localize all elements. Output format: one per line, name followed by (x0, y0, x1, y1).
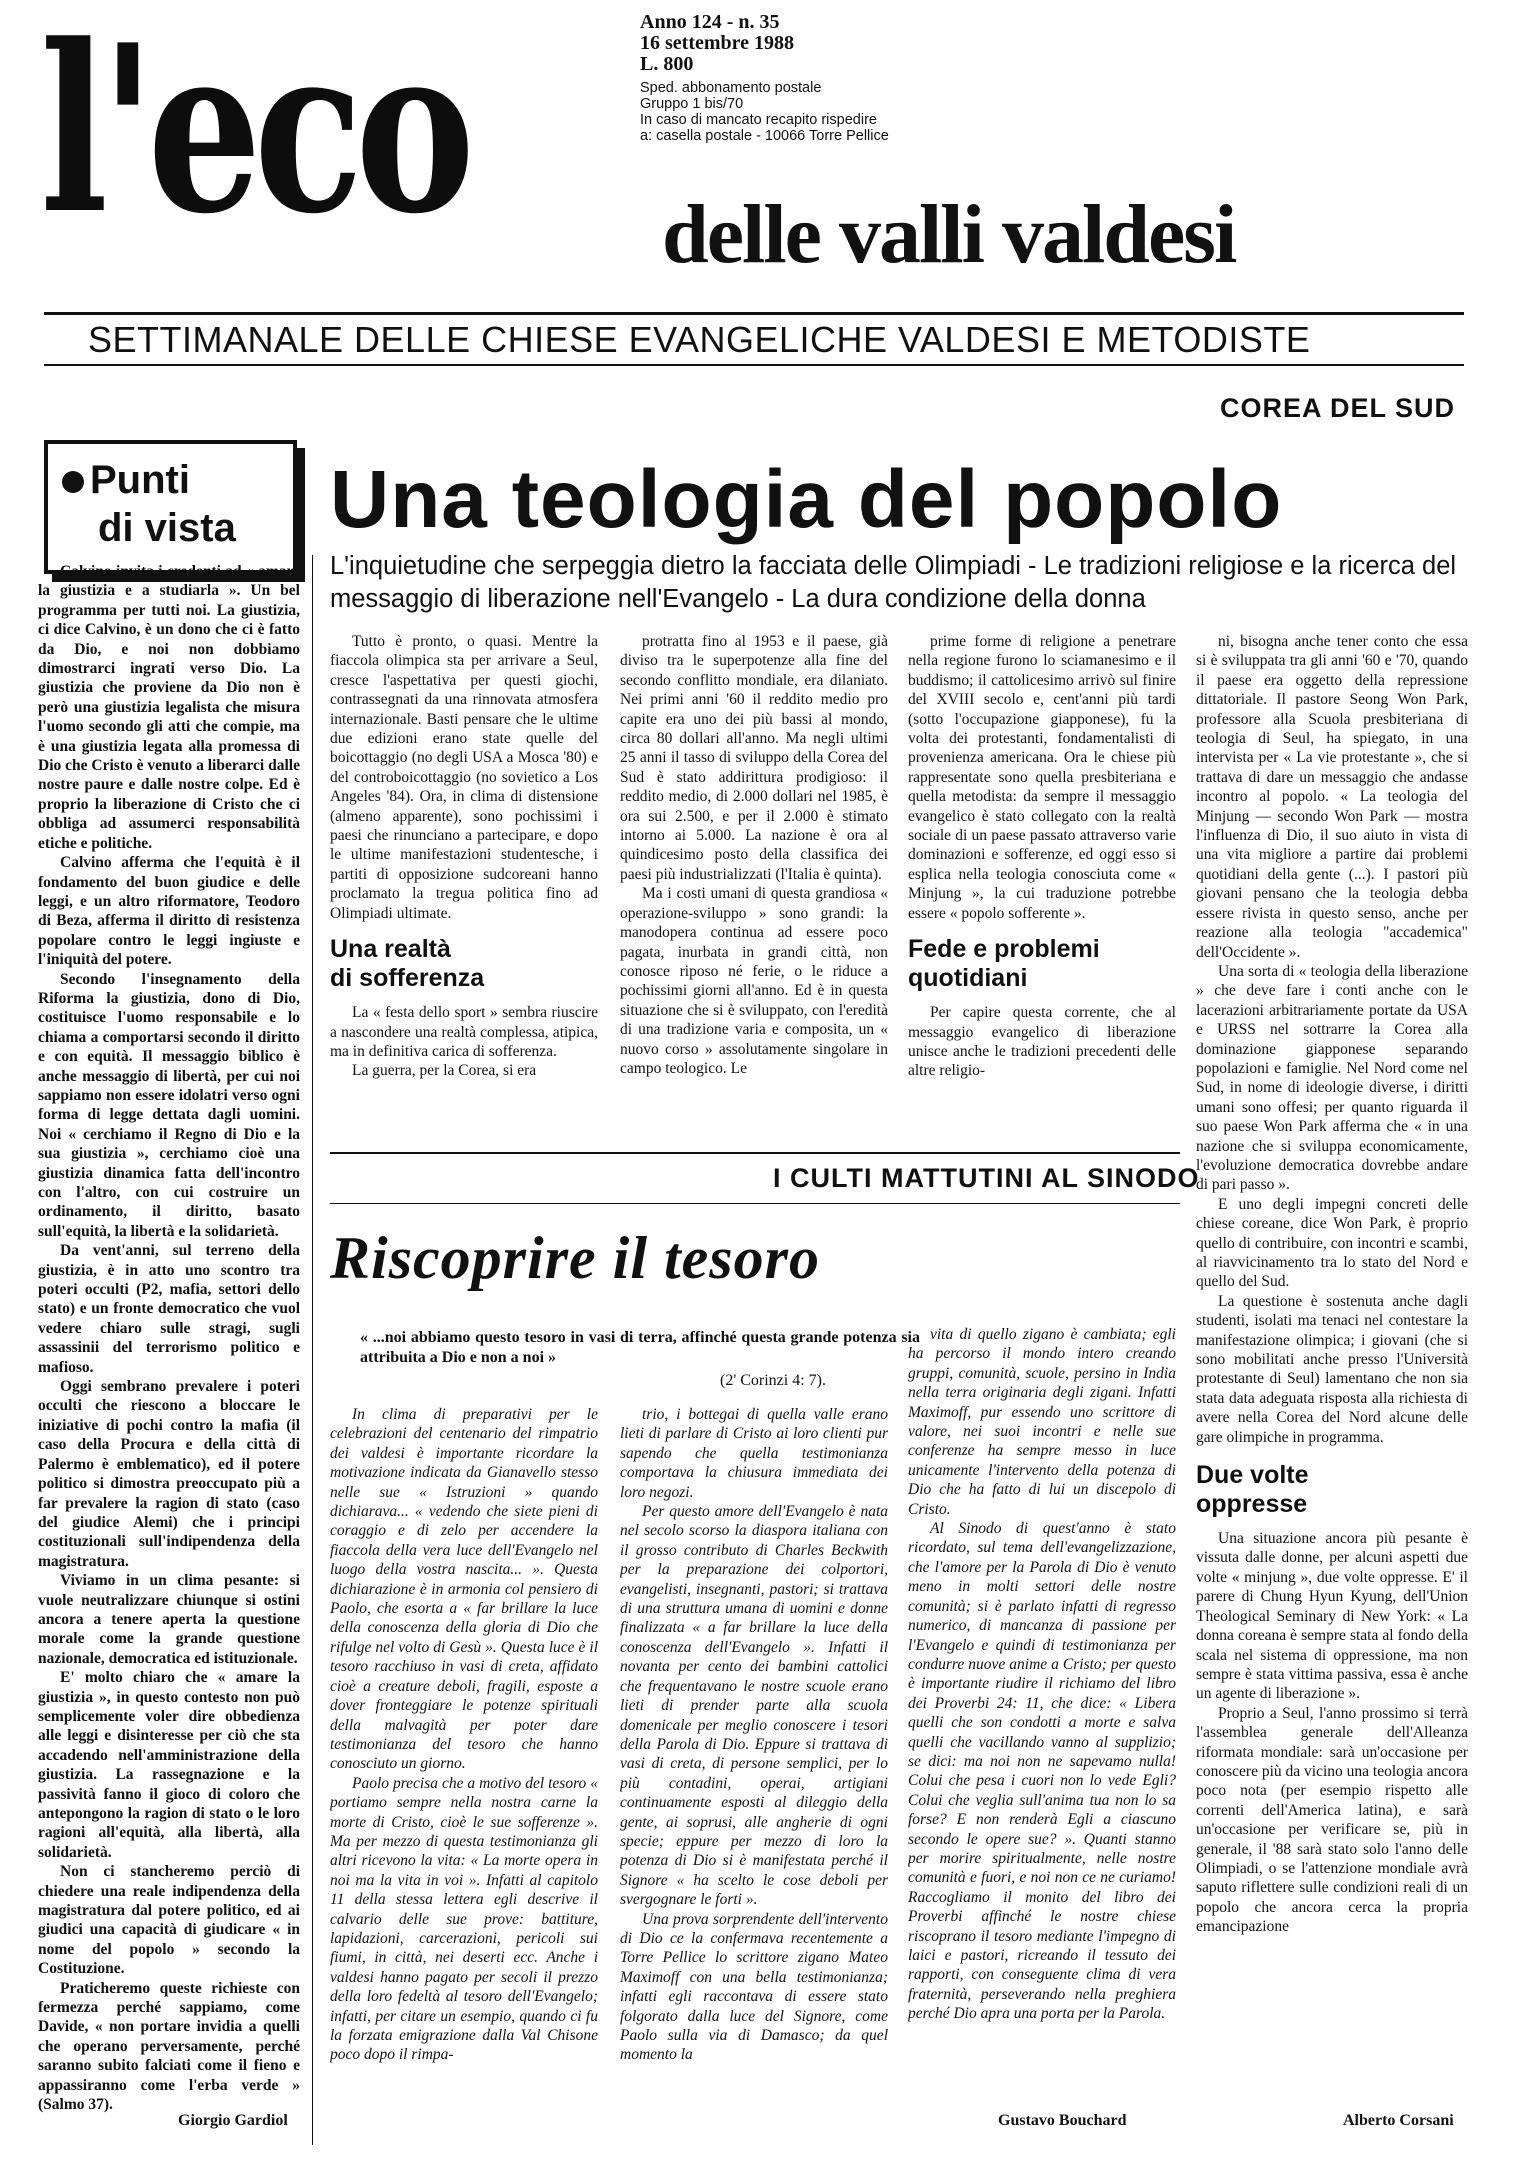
korea-column-3 (908, 632, 1176, 1172)
paragraph: La questione è sostenuta anche dagli studenti, isolati ma tenaci nel contestare la manifestazione olimpica; i giovani (che si sono mobilitati anche presso l'Università protestante di Seul) lamentano che non sia stata data adeguata risposta alla richiesta di avere nella Corea del Nord alcune delle gare olimpiche in programma. (1196, 1292, 1468, 1446)
postal-line: Sped. abbonamento postale (640, 80, 822, 96)
korea-headline: Una teologia del popolo (330, 454, 1283, 545)
subhead-line: Fede e problemi (908, 935, 1100, 964)
paragraph: Da vent'anni, sul terreno della giustizia, è in atto uno scontro tra poteri occulti (P2, mafia, settori dello stato) e un fronte democratico che vuol vedere chiaro sulle stragi, sugli assassinii del terrorismo politico e mafioso. (38, 1242, 300, 1376)
paragraph: Una situazione ancora più pesante è vissuta dalle donne, per alcuni aspetti due volte « minjung », due volte oppresse. E' il parere di Chung Hyun Kyung, dell'Union Theological Seminary di New York: « La donna coreana è sempre stata al fondo della scala nel sistema di oppressione, ma non sempre è stata vittima passiva, essa è anche un agente di liberazione ». (1196, 1530, 1468, 1703)
paragraph: Una prova sorprendente dell'intervento di Dio ce la confermava recentemente a Torre Pellice lo scrittore zigano Mateo Maximoff con una bella testimonianza; infatti egli raccontava di essere stato folgorato dalla luce del Signore, come Paolo sulla via di Damasco; da quel momento la (620, 1910, 888, 2064)
korea-column-2 (620, 632, 888, 1172)
paragraph: Paolo precisa che a motivo del tesoro « portiamo sempre nella nostra carne la morte di Cristo, cioè le sue sofferenze ». Ma per mezzo di questa testimonianza gli altri ricevono la vita: « La morte opera in noi ma la vita in voi ». Infatti al capitolo 11 della stessa lettera egli descrive il calvario delle sue prove: battiture, lapidazioni, carcerazioni, pericoli sui fiumi, in città, nei deserti ecc. Anche i valdesi hanno pagato per secoli il prezzo della loro fedeltà al tesoro dell'Evangelo; infatti, per citare un esempio, quando ci fu la forzata emigrazione dalla Val Chisone poco dopo il rimpa- (330, 1774, 598, 2064)
punti-label (62, 458, 190, 502)
paragraph: Proprio a Seul, l'anno prossimo si terrà l'assemblea generale dell'Alleanza riformata mondiale: sarà un'occasione per conoscere più da vicino una teologia ancora poco nota (per esempio rispetto alle correnti dell'America latina), e sarà un'occasione per verificare se, più in generale, il '88 sarà stato solo l'anno delle Olimpiadi, o se l'attenzione mondiale avrà saputo riflettere sulle condizioni reali di un popolo che ancora cerca la propria emancipazione (1196, 1704, 1468, 1936)
paragraph: La guerra, per la Corea, si era (352, 1062, 537, 1080)
korea-deck: L'inquietudine che serpeggia dietro la facciata delle Olimpiadi - Le tradizioni religiose e la ricerca del messaggio di liberazione nell'Evangelo - La dura condizione della donna (330, 552, 1457, 613)
paragraph: Calvino invita i credenti ad « amare la giustizia e a studiarla ». Un bel programma per tutti noi. La giustizia, ci dice Calvino, è un dono che ci è fatto da Dio, e noi non dobbiamo dimostrarci ingrati verso Dio. La giustizia che proviene da Dio non è però una giustizia legalista che misura l'uomo secondo gli atti che compie, ma è una giustizia legata alla promessa di Dio che Cristo è venuto a liberarci dalle nostre paure e dalle nostre colpe. Ed è proprio la liberazione di Cristo che ci obbliga ad assumerci responsabilità etiche e politiche. (38, 563, 300, 852)
paragraph: Per questo amore dell'Evangelo è nata nel secolo scorso la diaspora italiana con il grosso contributo di Charles Beckwith per la preparazione dei colportori, evangelisti, insegnanti, pastori; si trattava di una struttura umana di uomini e donne finalizzata « a far brillare la luce della conoscenza dell'Evangelo ». Infatti il novanta per cento dei bambini cattolici che frequentavano le nostre scuole erano lieti di prender parte alla scuola domenicale per meglio conoscere i tesori della Parola di Dio. Eppure si trattava di vasi di creta, di persone semplici, per lo più contadini, operai, artigiani continuamente esposti al dileggio della gente, ai soprusi, alle angherie di ogni specie; eppure per mezzo di loro la potenza di Dio si è manifestata perché il Signore « ha scelto le cose deboli per svergognare le forti ». (620, 1503, 888, 1909)
paragraph: Al Sinodo di quest'anno è stato ricordato, sul tema dell'evangelizzazione, che l'amore per la Parola di Dio è venuto meno in molti settori delle nostre comunità; si è parlato infatti di regresso numerico, di mancanza di passione per l'Evangelo e quindi di testimonianza per condurre nuove anime a Cristo; per questo è importante riudire il richiamo del libro dei Proverbi 24: 11, che dice: « Libera quelli che son condotti a morte e salva quelli che vacillando vanno al supplizio; se dici: ma noi non ne sapevamo nulla! Colui che pesa i cuori non lo vede Egli? Colui che veglia sull'anima tua non lo sa forse? E non renderà Egli a ciascuno secondo le opere sue? ». Quanti stanno per morire spiritualmente, nelle nostre comunità e fuori, e noi non ce ne curiamo! Raccogliamo il monito del libro dei Proverbi affinché le nostre chiese riscoprano il tesoro mediante l'impegno di laici e pastori, ricreando il tessuto dei rapporti, con conseguente clima di vera fraternità, perseverando nella preghiera perché Dio apra una porta per la Parola. (908, 1520, 1176, 2023)
paragraph: Oggi sembrano prevalere i poteri occulti che riescono a bloccare le iniziative di pochi contro la mafia (il caso della Procura e della città di Palermo è emblematico), ed il potere politico si dimostra preoccupato più a far prevalere la ragion di stato (caso del giudice Alemi) che i principi costituzionali sull'indipendenza della magistratura. (38, 1378, 300, 1570)
paragraph: Una sorta di « teologia della liberazione » che deve fare i conti anche con le lacerazioni arbitrariamente portate da USA e URSS nel sottrarre la Corea alla dominazione giapponese separando popolazioni e famiglie. Nel Nord come nel Sud, in nome di ideologie diverse, i diritti umani sono offesi; per quanto riguarda il suo paese Won Park afferma che « in una nazione che si sviluppa economicamente, l'evoluzione democratica dovrebbe andare di pari passo ». (1196, 962, 1468, 1194)
paragraph: Calvino afferma che l'equità è il fondamento del buon giudice e delle leggi, e un altro riformatore, Teodoro di Beza, afferma il diritto di resistenza popolare contro le leggi ingiuste e l'iniquità del potere. (38, 854, 300, 969)
paragraph: Secondo l'insegnamento della Riforma la giustizia, dono di Dio, costituisce l'uomo responsabile e lo chiama a comportarsi secondo il diritto e con equità. Il messaggio biblico è anche messaggio di libertà, per cui noi sappiamo non essere idolatri verso ogni forma di legge dettata dagli uomini. Noi « cerchiamo il Regno di Dio e la sua giustizia », cerchiamo cioè una giustizia dinamica fatta dell'incontro con l'altro, con cui costruire un ordinamento, il diritto, basato sull'equità, la libertà e la solidarietà. (38, 970, 300, 1240)
paragraph: In clima di preparativi per le celebrazioni del centenario del rimpatrio dei valdesi è importante ricordare la motivazione indicata da Gianavello stesso nelle sue « Istruzioni » quando dichiarava... « vedendo che siete pieni di coraggio e di zelo per accendere la fiaccola della vera luce dell'Evangelo nel luogo della vostra nascita... ». Questa dichiarazione è in armonia col pensiero di Paolo, che esorta a « far brillare la luce della conoscenza della gloria di Dio che rifulge nel volto di Gesù ». Questa luce è il tesoro racchiuso in vasi di creta, affidato cioè a creature deboli, fragili, esposte a dover fronteggiare le potenze spirituali della malvagità per poter dare testimonianza del tesoro che hanno conosciuto un giorno. (330, 1406, 598, 1773)
culti-column-1 (330, 1405, 598, 2105)
subhead-line: quotidiani (908, 964, 1028, 993)
punti-column (38, 562, 300, 2132)
paragraph: Praticheremo queste richieste con fermezza perché sappiamo, come Davide, « non portare invidia a quelli che operano perversamente, perché saranno subito falciati come il fieno e appassiranno come l'erba verde » (Salmo 37). (38, 1979, 300, 2114)
paragraph: E uno degli impegni concreti delle chiese coreane, dice Won Park, è proprio quello di contribuire, con incontri e scambi, al riavvicinamento tra lo stato del Nord e quello del Sud. (1196, 1195, 1468, 1291)
paragraph: trio, i bottegai di quella valle erano lieti di parlare di Cristo ai loro clienti pur sapendo che quella testimonianza comportava la chiusura immediata dei loro negozi. (620, 1406, 888, 1501)
masthead-logo: l'eco (40, 0, 468, 265)
culti-kicker: I CULTI MATTUTINI AL SINODO (773, 1163, 1200, 1193)
section-rule (330, 1203, 1180, 1204)
culti-signature: Gustavo Bouchard (998, 2112, 1127, 2129)
punti-label-2: di vista (98, 506, 236, 550)
subhead-line: oppresse (1196, 1490, 1308, 1519)
paragraph: E' molto chiaro che « amare la giustizia », in questo contesto non può semplicemente voler dire obbedienza alle leggi e disinteresse per ciò che sta accadendo nell'amministrazione della giustizia. La rassegnazione e la passività fanno il gioco di coloro che antepongono la ragion di stato o le loro ragioni all'equità, alla libertà, alla solidarietà. (38, 1669, 300, 1861)
paragraph: Viviamo in un clima pesante: si vuole neutralizzare chiunque si ostini ancora a tenere aperta la questione morale come la grande questione nazionale, democratica ed istituzionale. (38, 1572, 300, 1667)
subhead-line: di sofferenza (330, 964, 485, 993)
masthead-tagline: SETTIMANALE DELLE CHIESE EVANGELICHE VALDESI E METODISTE (88, 319, 1311, 360)
paragraph: ni, bisogna anche tener conto che essa si è sviluppata tra gli anni '60 e '70, quando il paese era oggetto della repressione dittatoriale. Il pastore Seong Won Park, professore alla Scuola presbiteriana di teologia di Seul, ha spiegato, in una intervista per « La vie protestante », che si trattava di dare un messaggio che andasse incontro al popolo. « La teologia del Minjung — secondo Won Park — mostra l'influenza di Dio, il suo aiuto in vista di una vita migliore a partire dai problemi quotidiani della gente (...). I pastori più giovani pensano che la teologia debba essere rivista in questo senso, anche per reazione alla teologia "accademica" dell'Occidente ». (1196, 633, 1468, 961)
korea-subhead-2 (908, 935, 1176, 993)
issue-price: L. 800 (640, 53, 694, 75)
culti-column-2 (620, 1405, 888, 2105)
issue-info (640, 12, 794, 75)
korea-signature: Alberto Corsani (1343, 2112, 1454, 2129)
tagline-rule (44, 364, 1464, 366)
culti-column-3 (908, 1325, 1176, 2100)
column-divider (312, 555, 313, 2145)
subhead-line: Una realtà (330, 935, 451, 964)
punti-di-vista-box (44, 440, 297, 574)
korea-subhead-3 (1196, 1461, 1468, 1519)
postal-line: a: casella postale - 10066 Torre Pellice (640, 128, 889, 144)
culti-epigraph: « ...noi abbiamo questo tesoro in vasi di terra, affinché questa grande potenza sia attribuita a Dio e non a noi » (360, 1329, 920, 1366)
postal-line: In caso di mancato recapito rispedire (640, 112, 877, 128)
masthead-subtitle: delle valli valdesi (662, 188, 1236, 281)
subhead-line: Due volte (1196, 1461, 1309, 1490)
culti-headline: Riscoprire il tesoro (330, 1225, 821, 1291)
punti-signature: Giorgio Gardiol (178, 2112, 288, 2129)
postal-info (640, 80, 889, 144)
paragraph: Per capire questa corrente, che al messaggio evangelico di liberazione unisce anche le tradizioni precedenti delle altre religio- (908, 1004, 1176, 1080)
paragraph: Non ci stancheremo perciò di chiedere una reale indipendenza della magistratura dal potere politico, ed ai giudici una capacità di giudicare « in nome del popolo » secondo la Costituzione. (38, 1863, 300, 1978)
punti-label-1: Punti (90, 458, 190, 502)
paragraph: vita di quello zigano è cambiata; egli ha percorso il mondo intero creando gruppi, comunità, scuole, persino in India nella terra originaria degli zigani. Infatti Maximoff, pur essendo uno scrittore di valore, nei suoi incontri e nelle sue conferenze ha sempre messo in luce unicamente l'intervento della potenza di Dio che ha fatto di lui un discepolo di Cristo. (908, 1326, 1176, 1518)
paragraph: protratta fino al 1953 e il paese, già diviso tra le superpotenze alla fine del secondo conflitto mondiale, era dilaniato. Nei primi anni '60 il reddito medio pro capite era uno dei più bassi al mondo, circa 80 dollari all'anno. Ma negli ultimi 25 anni il tasso di sviluppo della Corea del Sud è stato addirittura prodigioso: il reddito medio, di 2.000 dollari nel 1985, è ora sui 2.500, e per il 2.000 è stimato intorno ai 5.000. La nazione è ora al quindicesimo posto della classifica dei paesi più industrializzati (l'Italia è quinta). (620, 633, 888, 883)
paragraph: La « festa dello sport » sembra riuscire a nascondere una realtà complessa, atipica, ma in definitiva carica di sofferenza. (330, 1004, 598, 1060)
paragraph: prime forme di religione a penetrare nella regione furono lo sciamanesimo e il buddismo; il cattolicesimo arrivò sul finire del XVIII secolo e, cent'anni più tardi (sotto l'occupazione giapponese), fu la volta dei protestanti, fondamentalisti di provenienza americana. Ora le chiese più rappresentate sono quella presbiteriana e quella metodista: da sempre il messaggio evangelico è stato collegato con la realtà sociale di un paese passato attraverso varie dominazioni e sofferenze, ed oggi esso si esplica nella teologia conosciuta come « Minjung », la cui traduzione potrebbe essere « popolo sofferente ». (908, 633, 1176, 922)
masthead-rule (44, 312, 1464, 315)
issue-date: 16 settembre 1988 (640, 32, 795, 54)
section-rule (330, 1152, 1180, 1154)
culti-epigraph-ref: (2' Corinzi 4: 7). (720, 1372, 826, 1389)
korea-kicker: COREA DEL SUD (1219, 393, 1455, 423)
bullet-icon (62, 471, 84, 493)
korea-column-1 (330, 632, 598, 1172)
paragraph: Ma i costi umani di questa grandiosa « operazione-sviluppo » sono grandi: la manodopera continua ad essere poco pagata, inurbata in grandi città, non conosce riposo né ferie, o le riduce a pochissimi giorni all'anno. Ed è in questa situazione che si è sviluppato, con l'eredità di una tradizione varia e composita, un « nuovo corso » assolutamente singolare in campo teologico. Le (620, 885, 888, 1077)
postal-line: Gruppo 1 bis/70 (640, 96, 744, 112)
issue-number: Anno 124 - n. 35 (640, 11, 780, 33)
korea-column-4 (1196, 632, 1468, 2112)
korea-subhead-1 (330, 935, 598, 993)
paragraph: Tutto è pronto, o quasi. Mentre la fiaccola olimpica sta per arrivare a Seul, cresce l'aspettativa per questi giochi, contrassegnati da una rinnovata atmosfera internazionale. Basti pensare che le ultime due edizioni erano state quelle del boicottaggio (no degli USA a Mosca '80) e del controboicottaggio (no sovietico a Los Angeles '84). Ora, in clima di distensione (almeno apparente), sono pochissimi i paesi che rinunciano a partecipare, e dopo le ultime manifestazioni studentesche, i partiti di opposizione sudcoreani hanno proclamato la tregua politica fino ad Olimpiadi ultimate. (330, 633, 598, 922)
